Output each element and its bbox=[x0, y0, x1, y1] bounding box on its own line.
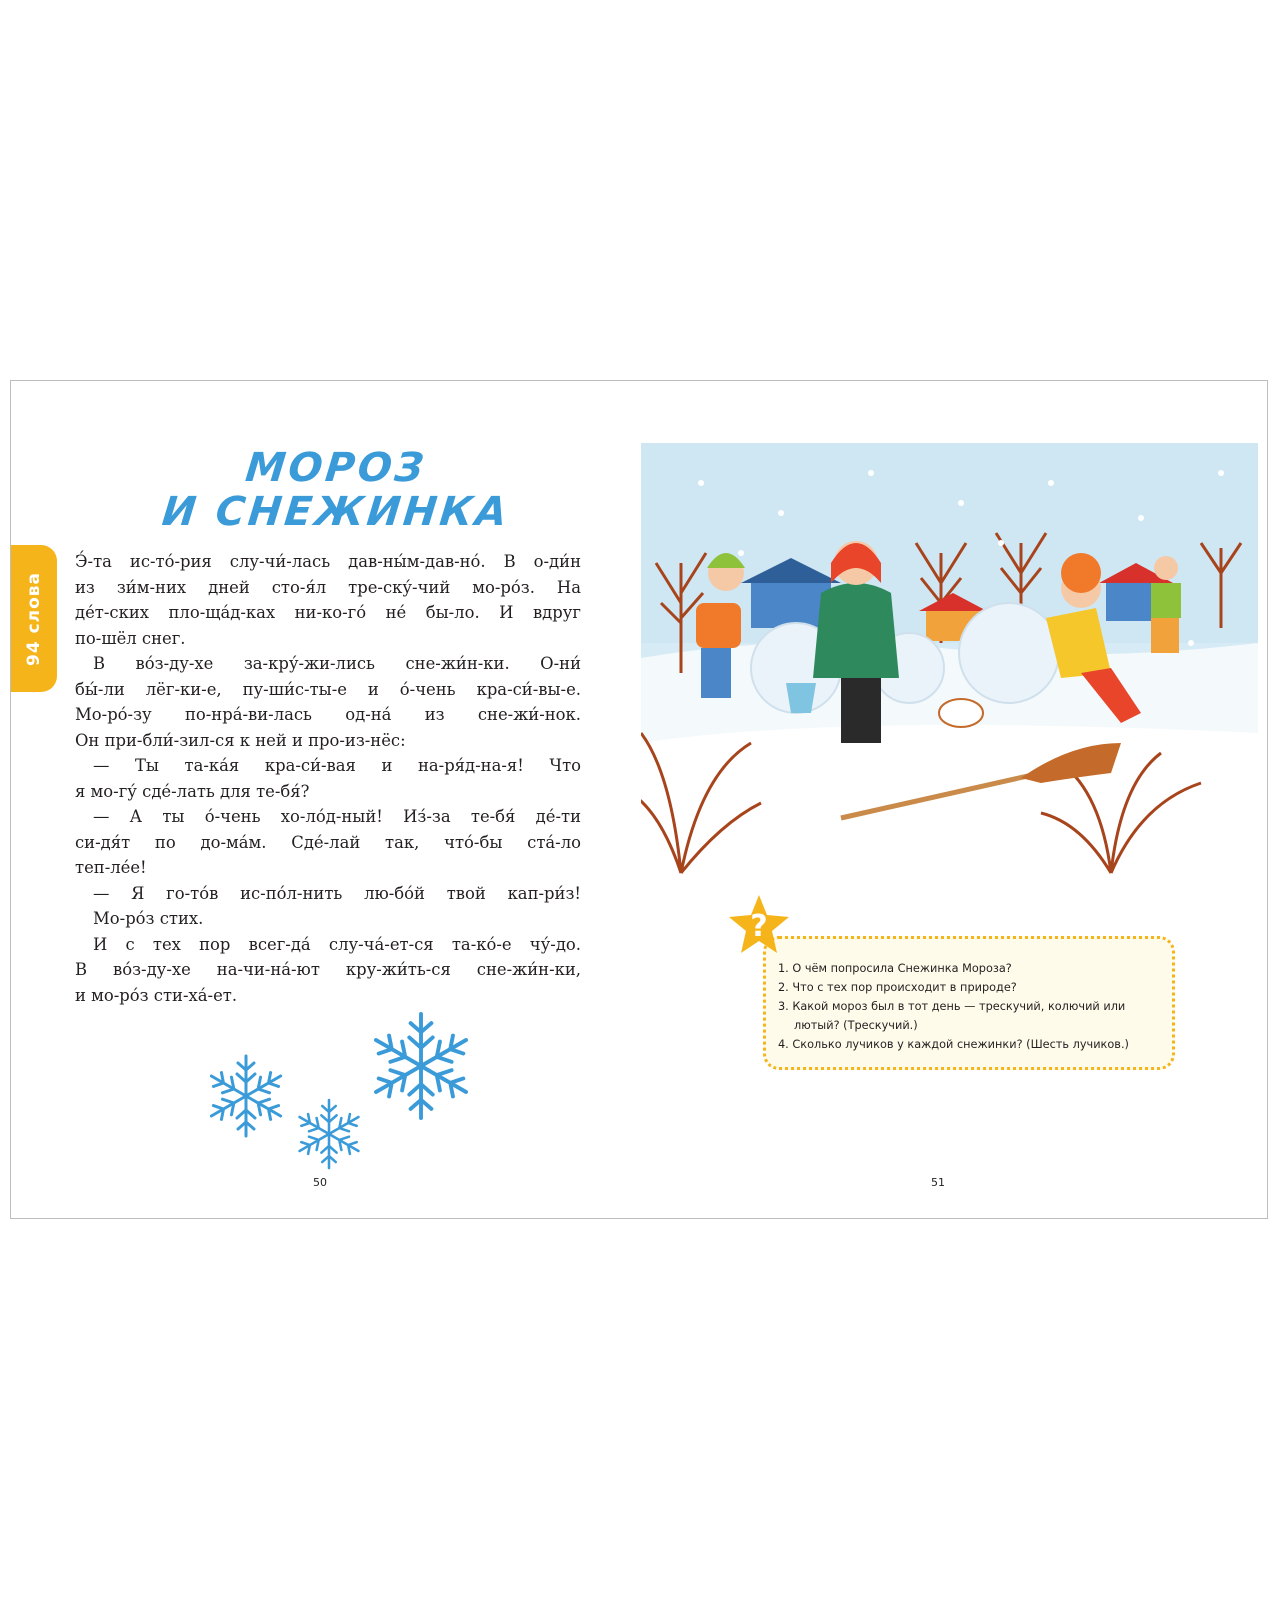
word-count-tab bbox=[11, 545, 57, 692]
story-line: — Ты та-ка́я кра-си́-вая и на-ря́д-на-я! Что bbox=[93, 756, 581, 775]
title-line-2: И СНЕЖИНКА bbox=[160, 489, 512, 535]
story-line: и мо-ро́з сти-ха́-ет. bbox=[75, 985, 238, 1005]
story-line: из зи́м-них дней сто-я́л тре-ску́-чий мо-ро́з. На bbox=[75, 577, 581, 597]
story-line: де́т-ских пло-ща́д-ках ни-ко-го́ не́ бы-ло. И вдруг bbox=[75, 603, 581, 622]
story-line: Э́-та ис-то́-рия слу-чи́-лась дав-ны́м-дав-но́. В о-ди́н bbox=[75, 552, 581, 571]
question-item: 3. Какой мороз был в тот день — трескучий, колючий или bbox=[778, 1000, 1126, 1013]
winter-illustration bbox=[641, 443, 1258, 877]
dog-icon bbox=[939, 699, 983, 727]
child-figure bbox=[1151, 556, 1181, 653]
story-line: В во́з-ду-хе за-кру́-жи-лись сне-жи́н-ки. О-ни́ bbox=[93, 654, 581, 673]
story-line: я мо-гу́ сде́-лать для те-бя́? bbox=[75, 781, 310, 801]
story-line: — А ты о́-чень хо-ло́д-ный! Из́-за те-бя́ де́-ти bbox=[93, 807, 581, 826]
book-spread bbox=[10, 380, 1268, 1219]
question-item: 1. О чём попросила Снежинка Мороза? bbox=[778, 962, 1012, 975]
story-line: И с тех пор всег-да́ слу-ча́-ет-ся та-ко́-е чу́-до. bbox=[93, 934, 581, 954]
story-line: Мо-ро́з стих. bbox=[93, 909, 204, 928]
snowflake-icon bbox=[296, 1100, 363, 1168]
story-line: теп-ле́е! bbox=[75, 858, 147, 877]
story-line: бы́-ли лёг-ки-е, пу-ши́с-ты-е и о́-чень кра-си́-вы-е. bbox=[75, 679, 581, 699]
story-text bbox=[75, 549, 581, 1008]
page-number-left: 50 bbox=[313, 1176, 327, 1189]
snowflake-icon bbox=[370, 1014, 472, 1118]
snowflake-icon bbox=[207, 1056, 285, 1136]
story-line: — Я го-то́в ис-по́л-нить лю-бо́й твой кап-ри́з! bbox=[93, 883, 581, 903]
story-line: по-шёл снег. bbox=[75, 628, 186, 648]
story-line: си-дя́т по до-ма́м. Сде́-лай так, что́-бы ста́-ло bbox=[75, 832, 581, 852]
story-line: Он при-бли́-зил-ся к ней и про-из-нёс: bbox=[75, 730, 406, 750]
word-count-label: 94 слова bbox=[24, 571, 44, 666]
story-line: В во́з-ду-хе на-чи-на́-ют кру-жи́ть-ся сне-жи́н-ки, bbox=[75, 960, 581, 979]
question-star-icon bbox=[727, 893, 791, 957]
story-line: Мо-ро́-зу по-нра́-ви-лась од-на́ из сне-жи́-нок. bbox=[75, 705, 581, 724]
questions-box bbox=[763, 936, 1175, 1070]
snowflakes-decoration bbox=[196, 1006, 496, 1176]
title-line-1: МОРОЗ bbox=[243, 445, 429, 491]
question-item: 2. Что с тех пор происходит в природе? bbox=[778, 981, 1017, 994]
page-number-right: 51 bbox=[931, 1176, 945, 1189]
question-item: лютый? (Трескучий.) bbox=[794, 1019, 918, 1032]
question-mark: ? bbox=[750, 909, 768, 944]
question-item: 4. Сколько лучиков у каждой снежинки? (Шесть лучиков.) bbox=[778, 1038, 1129, 1051]
